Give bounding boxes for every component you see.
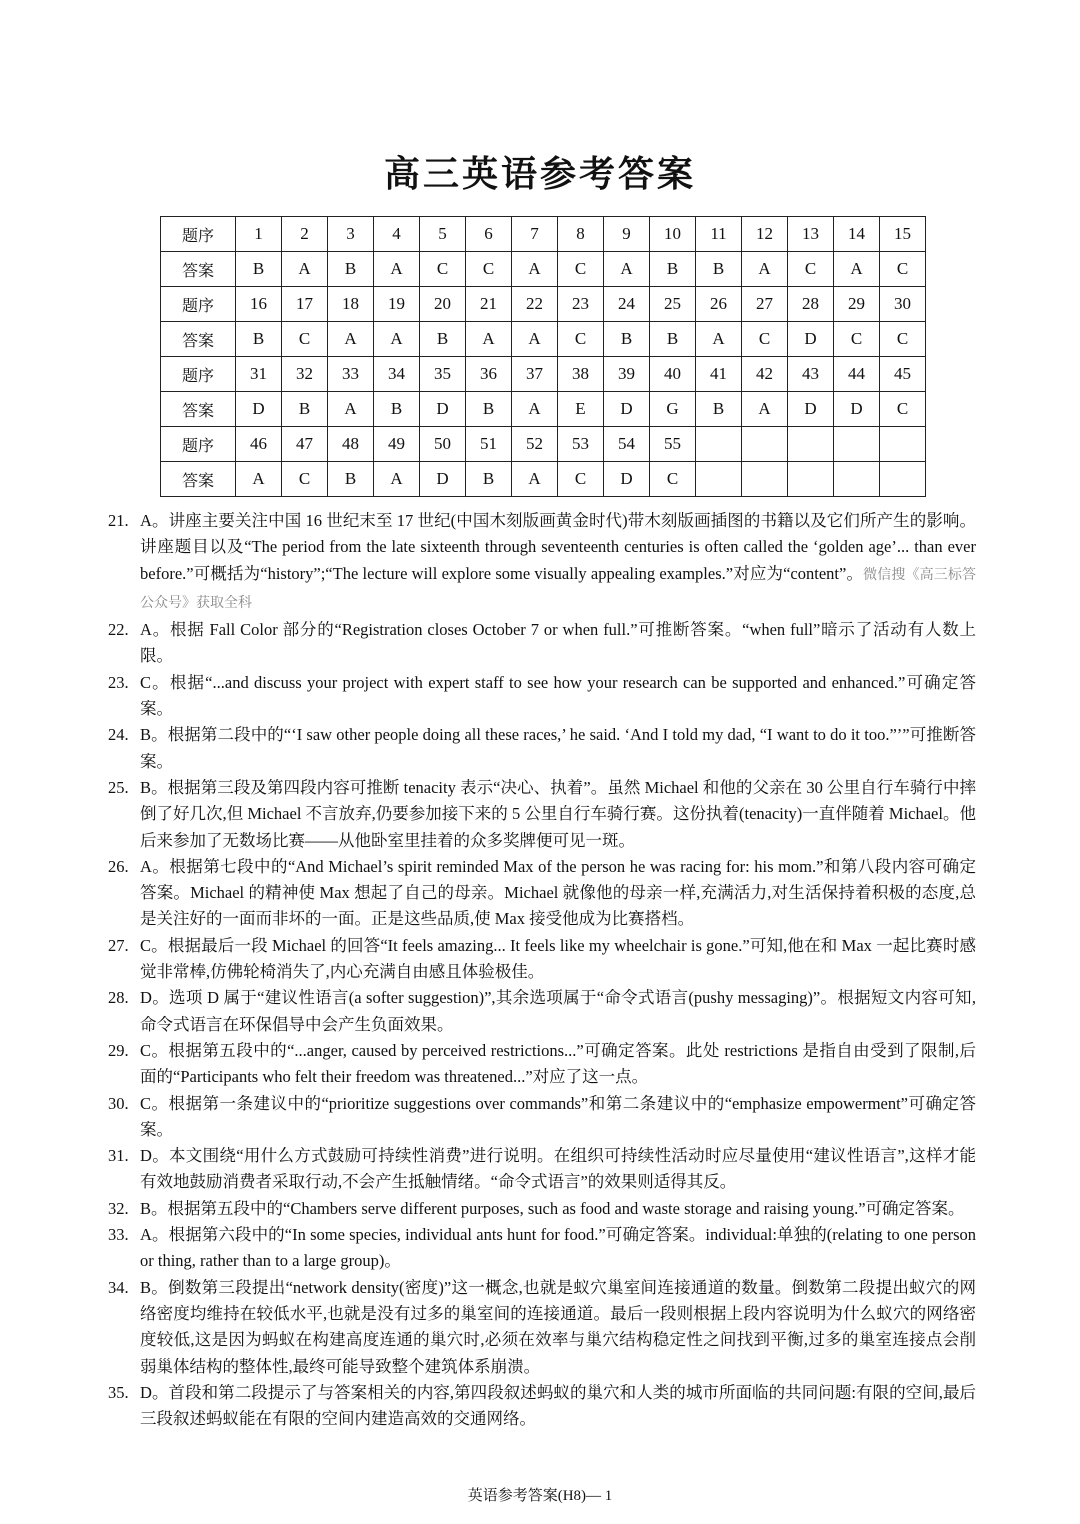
row-label: 题序 bbox=[161, 287, 236, 322]
question-number-cell: 31 bbox=[236, 357, 282, 392]
question-number-cell: 23 bbox=[558, 287, 604, 322]
answer-cell: A bbox=[374, 252, 420, 287]
answer-cell: C bbox=[558, 252, 604, 287]
question-number-cell: 18 bbox=[328, 287, 374, 322]
item-number: 26. bbox=[108, 856, 129, 876]
question-number-cell: 13 bbox=[788, 217, 834, 252]
item-text bbox=[140, 722, 976, 775]
item-text bbox=[140, 1196, 976, 1222]
row-label: 答案 bbox=[161, 322, 236, 357]
question-number-cell bbox=[742, 427, 788, 462]
item-text bbox=[140, 1091, 976, 1144]
answer-cell: A bbox=[328, 322, 374, 357]
answer-cell: A bbox=[696, 322, 742, 357]
answer-cell: C bbox=[880, 392, 926, 427]
answer-cell bbox=[742, 462, 788, 497]
answer-cell: C bbox=[880, 322, 926, 357]
item-text-body: D。选项 D 属于“建议性语言(a softer suggestion)”,其余选项属于“命令式语言(pushy messaging)”。根据短文内容可知,命令式语言在环保倡导中会产生负面效果。 bbox=[140, 988, 976, 1034]
explanation-item bbox=[108, 854, 976, 933]
question-number-cell bbox=[788, 427, 834, 462]
question-number-cell: 35 bbox=[420, 357, 466, 392]
row-label: 答案 bbox=[161, 392, 236, 427]
item-number: 28. bbox=[108, 988, 129, 1008]
question-number-cell: 3 bbox=[328, 217, 374, 252]
question-number-cell: 49 bbox=[374, 427, 420, 462]
question-number-cell: 26 bbox=[696, 287, 742, 322]
answer-cell: A bbox=[466, 322, 512, 357]
question-number-cell: 15 bbox=[880, 217, 926, 252]
item-text bbox=[140, 775, 976, 854]
answer-cell: A bbox=[604, 252, 650, 287]
answer-cell: B bbox=[236, 322, 282, 357]
answer-cell: D bbox=[604, 392, 650, 427]
answer-cell: A bbox=[742, 252, 788, 287]
question-number-cell: 12 bbox=[742, 217, 788, 252]
item-number: 34. bbox=[108, 1277, 129, 1297]
question-number-cell: 1 bbox=[236, 217, 282, 252]
question-number-cell: 17 bbox=[282, 287, 328, 322]
answer-cell: A bbox=[374, 462, 420, 497]
answer-cell: C bbox=[282, 322, 328, 357]
answer-cell: A bbox=[512, 252, 558, 287]
item-text-body: A。根据第七段中的“And Michael’s spirit reminded Max of the person he was racing for: his mom.”和第八段内容可确定答案。Michael 的精神使 Max 想起了自己的母亲。Michael 就像他的母亲一样,充满活力,对生活保持着积极的态度,总是关注好的一面而非坏的一面。正是这些品质,使 Max 接受他成为比赛搭档。 bbox=[140, 856, 976, 929]
explanation-item bbox=[108, 670, 976, 723]
answer-cell: B bbox=[282, 392, 328, 427]
question-number-cell: 39 bbox=[604, 357, 650, 392]
answer-cell: D bbox=[236, 392, 282, 427]
question-number-row bbox=[161, 287, 926, 322]
answer-cell: C bbox=[650, 462, 696, 497]
item-text-body: D。首段和第二段提示了与答案相关的内容,第四段叙述蚂蚁的巢穴和人类的城市所面临的共同问题:有限的空间,最后三段叙述蚂蚁能在有限的空间内建造高效的交通网络。 bbox=[140, 1382, 976, 1429]
page-footer: 英语参考答案(H8)— 1 bbox=[467, 1488, 613, 1504]
item-text bbox=[140, 933, 976, 986]
explanation-item bbox=[108, 1038, 976, 1091]
item-text-body: C。根据第一条建议中的“prioritize suggestions over commands”和第二条建议中的“emphasize empowerment”可确定答案。 bbox=[140, 1093, 976, 1139]
explanation-item bbox=[108, 1091, 976, 1144]
item-text-body: A。讲座主要关注中国 16 世纪末至 17 世纪(中国木刻版画黄金时代)带木刻版画插图的书籍以及它们所产生的影响。讲座题目以及“The period from the late sixteenth through seventeenth centuries is often called the ‘golden age’... than ever before.”可概括为“history”;“The lecture will explore some visually appealing examples.”对应为“content”。 bbox=[140, 511, 976, 583]
answer-cell: C bbox=[466, 252, 512, 287]
item-text-body: A。根据 Fall Color 部分的“Registration closes October 7 or when full.”可推断答案。“when full”暗示了活动有人数上限。 bbox=[140, 620, 976, 666]
question-number-cell: 19 bbox=[374, 287, 420, 322]
question-number-cell: 27 bbox=[742, 287, 788, 322]
item-number: 22. bbox=[108, 620, 129, 640]
answer-cell: D bbox=[604, 462, 650, 497]
answer-cell: B bbox=[604, 322, 650, 357]
answer-row bbox=[161, 462, 926, 497]
answer-cell: B bbox=[328, 252, 374, 287]
explanation-item bbox=[108, 508, 976, 617]
item-number: 21. bbox=[108, 511, 129, 530]
answer-cell: B bbox=[696, 392, 742, 427]
answer-cell: B bbox=[374, 392, 420, 427]
page-title: 高三英语参考答案 bbox=[383, 154, 696, 195]
question-number-cell: 4 bbox=[374, 217, 420, 252]
item-text bbox=[140, 1038, 976, 1091]
item-number: 23. bbox=[108, 672, 129, 692]
question-number-cell: 10 bbox=[650, 217, 696, 252]
item-number: 32. bbox=[108, 1198, 129, 1218]
answer-cell: A bbox=[512, 322, 558, 357]
answer-cell: A bbox=[512, 462, 558, 497]
question-number-cell: 45 bbox=[880, 357, 926, 392]
question-number-cell: 2 bbox=[282, 217, 328, 252]
question-number-cell: 29 bbox=[834, 287, 880, 322]
answer-cell: B bbox=[466, 462, 512, 497]
answer-cell bbox=[696, 462, 742, 497]
question-number-cell: 6 bbox=[466, 217, 512, 252]
question-number-cell: 5 bbox=[420, 217, 466, 252]
answer-cell: A bbox=[512, 392, 558, 427]
item-text bbox=[140, 508, 976, 617]
question-number-cell: 47 bbox=[282, 427, 328, 462]
question-number-cell bbox=[834, 427, 880, 462]
answer-row bbox=[161, 392, 926, 427]
answer-cell: C bbox=[834, 322, 880, 357]
item-text-body: B。根据第三段及第四段内容可推断 tenacity 表示“决心、执着”。虽然 Michael 和他的父亲在 30 公里自行车骑行中摔倒了好几次,但 Michael 不言放弃,仍要参加接下来的 5 公里自行车骑行赛。这份执着(tenacity)一直伴随着 Michael。他后来参加了无数场比赛——从他卧室里挂着的众多奖牌便可见一斑。 bbox=[140, 777, 976, 850]
question-number-cell: 16 bbox=[236, 287, 282, 322]
item-text bbox=[140, 670, 976, 723]
answer-cell bbox=[834, 462, 880, 497]
question-number-cell: 21 bbox=[466, 287, 512, 322]
explanations bbox=[108, 508, 976, 1432]
answer-cell: A bbox=[328, 392, 374, 427]
answer-cell: B bbox=[466, 392, 512, 427]
question-number-cell: 43 bbox=[788, 357, 834, 392]
answer-cell: A bbox=[742, 392, 788, 427]
question-number-cell: 53 bbox=[558, 427, 604, 462]
question-number-cell bbox=[696, 427, 742, 462]
answer-cell: C bbox=[880, 252, 926, 287]
item-number: 31. bbox=[108, 1146, 129, 1166]
answer-cell: B bbox=[420, 322, 466, 357]
answer-cell: B bbox=[696, 252, 742, 287]
explanation-item bbox=[108, 985, 976, 1038]
question-number-cell: 52 bbox=[512, 427, 558, 462]
row-label: 答案 bbox=[161, 462, 236, 497]
question-number-cell: 48 bbox=[328, 427, 374, 462]
question-number-cell: 20 bbox=[420, 287, 466, 322]
question-number-cell: 25 bbox=[650, 287, 696, 322]
question-number-cell: 40 bbox=[650, 357, 696, 392]
question-number-cell: 14 bbox=[834, 217, 880, 252]
item-number: 24. bbox=[108, 725, 129, 745]
row-label: 答案 bbox=[161, 252, 236, 287]
item-text-body: D。本文围绕“用什么方式鼓励可持续性消费”进行说明。在组织可持续性活动时应尽量使用“建议性语言”,这样才能有效地鼓励消费者采取行动,不会产生抵触情绪。“命令式语言”的效果则适得其反。 bbox=[140, 1146, 976, 1192]
question-number-cell: 8 bbox=[558, 217, 604, 252]
answer-cell: C bbox=[558, 462, 604, 497]
question-number-cell: 50 bbox=[420, 427, 466, 462]
question-number-row bbox=[161, 427, 926, 462]
answer-cell: D bbox=[788, 392, 834, 427]
answer-cell: G bbox=[650, 392, 696, 427]
item-text bbox=[140, 1275, 976, 1380]
question-number-cell: 32 bbox=[282, 357, 328, 392]
item-text bbox=[140, 854, 976, 933]
answer-cell: A bbox=[834, 252, 880, 287]
answer-cell: D bbox=[420, 462, 466, 497]
question-number-cell: 11 bbox=[696, 217, 742, 252]
answer-cell bbox=[788, 462, 834, 497]
answer-cell: D bbox=[834, 392, 880, 427]
explanation-item bbox=[108, 1380, 976, 1433]
question-number-cell: 38 bbox=[558, 357, 604, 392]
item-text bbox=[140, 617, 976, 670]
explanation-item bbox=[108, 617, 976, 670]
question-number-cell: 46 bbox=[236, 427, 282, 462]
explanation-item bbox=[108, 1143, 976, 1196]
question-number-cell: 51 bbox=[466, 427, 512, 462]
answer-cell: B bbox=[236, 252, 282, 287]
item-number: 25. bbox=[108, 777, 129, 797]
answer-cell: C bbox=[558, 322, 604, 357]
answer-cell: C bbox=[788, 252, 834, 287]
question-number-cell: 55 bbox=[650, 427, 696, 462]
question-number-cell: 44 bbox=[834, 357, 880, 392]
answer-row bbox=[161, 252, 926, 287]
explanation-item bbox=[108, 1275, 976, 1380]
answer-cell: A bbox=[374, 322, 420, 357]
answer-cell: C bbox=[282, 462, 328, 497]
explanation-item bbox=[108, 775, 976, 854]
question-number-cell: 34 bbox=[374, 357, 420, 392]
question-number-cell: 24 bbox=[604, 287, 650, 322]
question-number-cell bbox=[880, 427, 926, 462]
item-text bbox=[140, 1380, 976, 1433]
item-text-body: A。根据第六段中的“In some species, individual ants hunt for food.”可确定答案。individual:单独的(relating to one person or thing, rather than to a large group)。 bbox=[140, 1225, 976, 1271]
question-number-cell: 7 bbox=[512, 217, 558, 252]
item-text-body: C。根据“...and discuss your project with expert staff to see how your research can be supported and enhanced.”可确定答案。 bbox=[140, 672, 976, 719]
item-text-body: B。根据第二段中的“‘I saw other people doing all these races,’ he said. ‘And I told my dad, “I want to do it too.”’”可推断答案。 bbox=[140, 725, 976, 771]
question-number-cell: 9 bbox=[604, 217, 650, 252]
item-number: 35. bbox=[108, 1382, 129, 1402]
item-text bbox=[140, 1222, 976, 1275]
question-number-row bbox=[161, 217, 926, 252]
row-label: 题序 bbox=[161, 427, 236, 462]
question-number-cell: 33 bbox=[328, 357, 374, 392]
answer-cell: B bbox=[650, 252, 696, 287]
answer-cell: D bbox=[420, 392, 466, 427]
explanation-item bbox=[108, 722, 976, 775]
answer-cell: D bbox=[788, 322, 834, 357]
question-number-cell: 22 bbox=[512, 287, 558, 322]
answer-cell: B bbox=[328, 462, 374, 497]
question-number-cell: 37 bbox=[512, 357, 558, 392]
answer-cell: E bbox=[558, 392, 604, 427]
explanation-item bbox=[108, 933, 976, 986]
answer-cell: C bbox=[420, 252, 466, 287]
answer-cell: A bbox=[282, 252, 328, 287]
watermark-text: 微信搜《高三标答公众号》获取全科 bbox=[140, 567, 976, 611]
row-label: 题序 bbox=[161, 217, 236, 252]
item-text-body: B。倒数第三段提出“network density(密度)”这一概念,也就是蚁穴巢室间连接通道的数量。倒数第二段提出蚁穴的网络密度均维持在较低水平,也就是没有过多的巢室间的连接通道。最后一段则根据上段内容说明为什么蚁穴的网络密度较低,这是因为蚂蚁在构建高度连通的巢穴时,必须在效率与巢穴结构稳定性之间找到平衡,过多的巢室连接点会削弱巢体结构的整体性,最终可能导致整个建筑体系崩溃。 bbox=[140, 1277, 976, 1376]
question-number-cell: 36 bbox=[466, 357, 512, 392]
question-number-cell: 28 bbox=[788, 287, 834, 322]
item-text-body: C。根据最后一段 Michael 的回答“It feels amazing... It feels like my wheelchair is gone.”可知,他在和 Max 一起比赛时感觉非常棒,仿佛轮椅消失了,内心充满自由感且体验极佳。 bbox=[140, 935, 976, 982]
explanation-item bbox=[108, 1222, 976, 1275]
item-number: 33. bbox=[108, 1225, 129, 1245]
answer-cell: A bbox=[236, 462, 282, 497]
item-text bbox=[140, 1143, 976, 1196]
item-text bbox=[140, 985, 976, 1038]
item-text-body: B。根据第五段中的“Chambers serve different purposes, such as food and waste storage and raising young.”可确定答案。 bbox=[140, 1198, 965, 1218]
question-number-cell: 54 bbox=[604, 427, 650, 462]
item-number: 27. bbox=[108, 935, 129, 955]
explanation-item bbox=[108, 1196, 976, 1222]
item-number: 30. bbox=[108, 1093, 129, 1113]
answer-table bbox=[160, 216, 926, 497]
question-number-row bbox=[161, 357, 926, 392]
item-text-body: C。根据第五段中的“...anger, caused by perceived restrictions...”可确定答案。此处 restrictions 是指自由受到了限制,后面的“Participants who felt their freedom was threatened...”对应了这一点。 bbox=[140, 1040, 976, 1087]
item-number: 29. bbox=[108, 1040, 129, 1060]
question-number-cell: 42 bbox=[742, 357, 788, 392]
question-number-cell: 41 bbox=[696, 357, 742, 392]
row-label: 题序 bbox=[161, 357, 236, 392]
answer-row bbox=[161, 322, 926, 357]
question-number-cell: 30 bbox=[880, 287, 926, 322]
answer-cell: C bbox=[742, 322, 788, 357]
answer-cell: B bbox=[650, 322, 696, 357]
answer-cell bbox=[880, 462, 926, 497]
